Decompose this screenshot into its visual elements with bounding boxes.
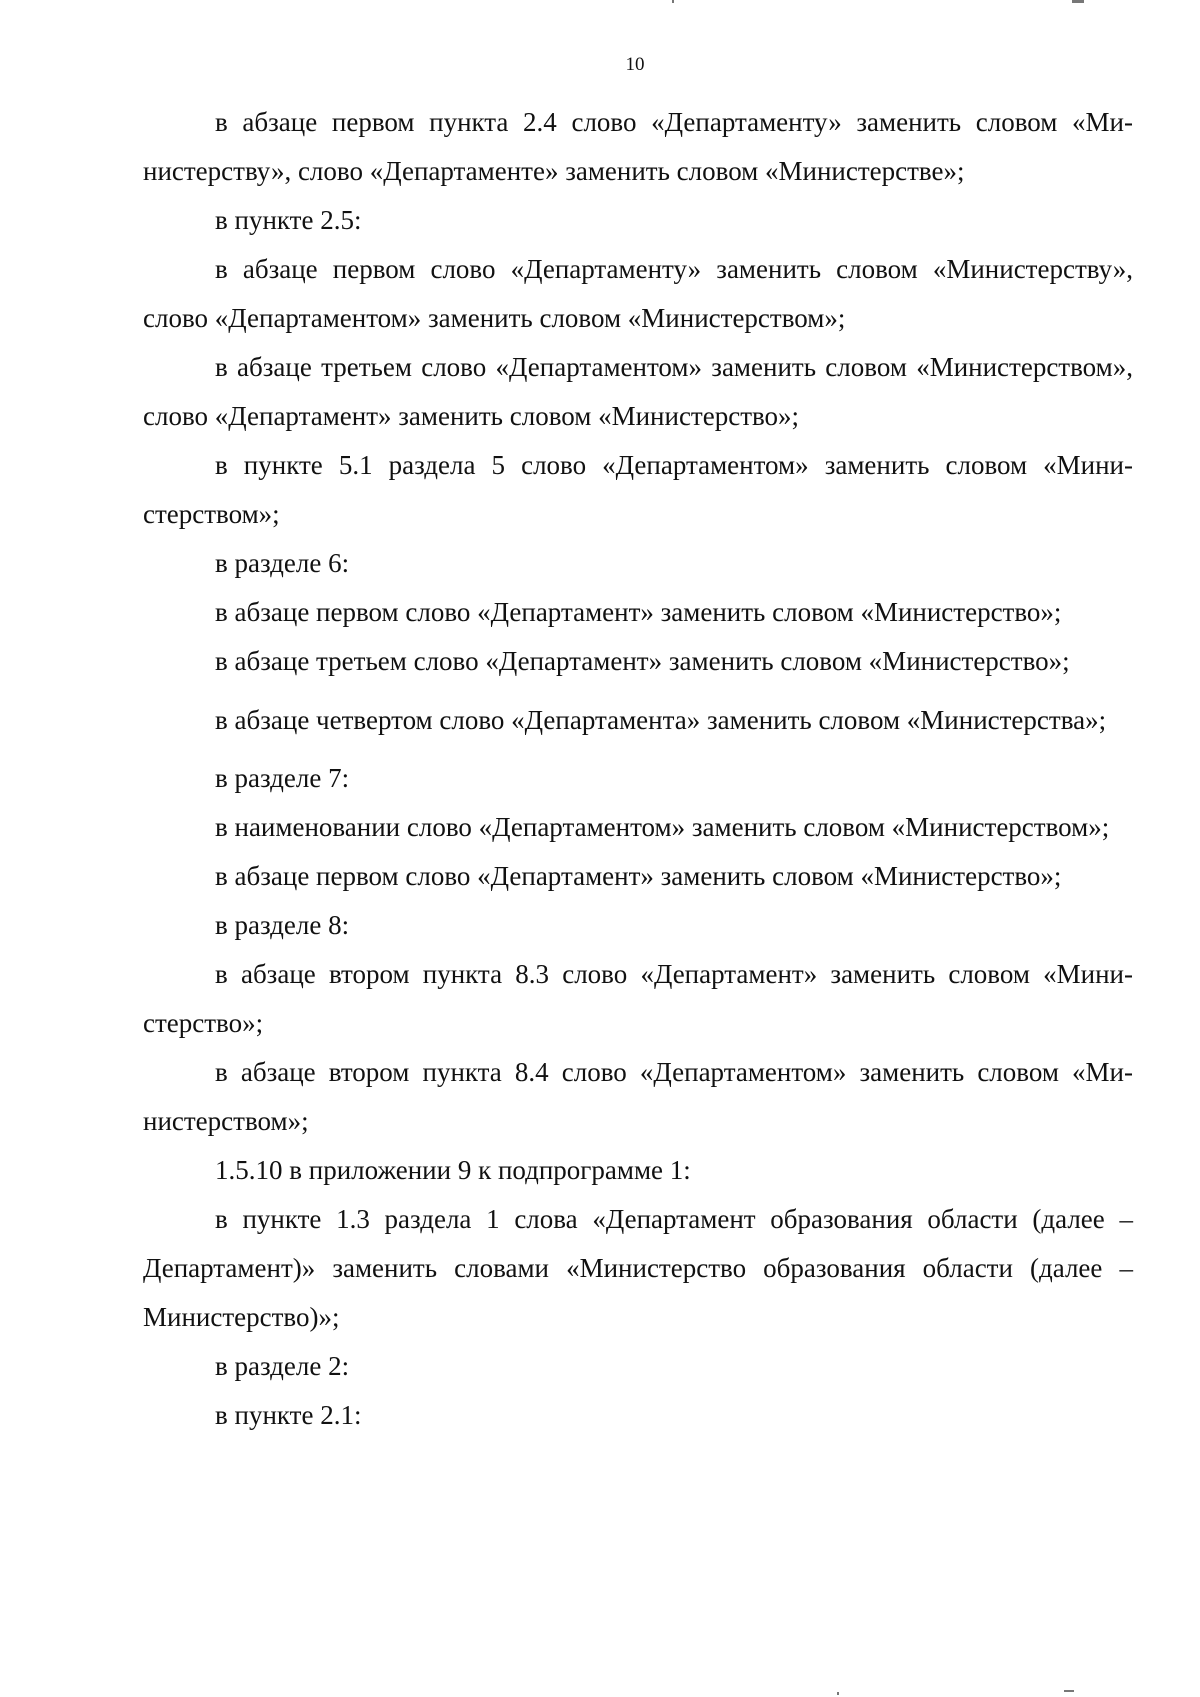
paragraph-13: в разделе 8: bbox=[215, 910, 350, 940]
paragraph-11: в наименовании слово «Департаментом» заменить словом «Министерством»; bbox=[215, 812, 1110, 842]
document-body bbox=[143, 98, 1133, 1440]
scan-mark-top-right bbox=[1072, 0, 1084, 3]
paragraph-7: в абзаце первом слово «Департамент» заменить словом «Министерство»; bbox=[215, 597, 1062, 627]
paragraph-9: в абзаце четвертом слово «Департамента» заменить словом «Министерства»; bbox=[215, 705, 1107, 735]
paragraph-3: в абзаце первом слово «Департаменту» заменить словом «Министерству», слово «Департаментом» заменить словом «Министерством»; bbox=[143, 254, 1133, 333]
paragraph-5: в пункте 5.1 раздела 5 слово «Департаментом» заменить словом «Министерством»; bbox=[143, 450, 1133, 529]
paragraph-19: в пункте 2.1: bbox=[215, 1400, 362, 1430]
paragraph-17: в пункте 1.3 раздела 1 слова «Департамент образования области (далее – Департамент)» заменить словами «Министерство образования области (далее – Министерство)»; bbox=[143, 1204, 1133, 1332]
paragraph-16: 1.5.10 в приложении 9 к подпрограмме 1: bbox=[215, 1155, 691, 1185]
paragraph-8: в абзаце третьем слово «Департамент» заменить словом «Министерство»; bbox=[215, 646, 1070, 676]
paragraph-2: в пункте 2.5: bbox=[215, 205, 362, 235]
paragraph-1: в абзаце первом пункта 2.4 слово «Департаменту» заменить словом «Министерству», слово «Департаменте» заменить словом «Министерстве»; bbox=[143, 107, 1133, 186]
paragraph-18: в разделе 2: bbox=[215, 1351, 350, 1381]
paragraph-10: в разделе 7: bbox=[215, 763, 350, 793]
scan-mark-top bbox=[672, 0, 674, 3]
paragraph-15: в абзаце втором пункта 8.4 слово «Департаментом» заменить словом «Министерством»; bbox=[143, 1057, 1133, 1136]
paragraph-4: в абзаце третьем слово «Департаментом» заменить словом «Министерством», слово «Департамент» заменить словом «Министерство»; bbox=[143, 352, 1133, 431]
scan-mark-bottom bbox=[837, 1692, 839, 1695]
paragraph-6: в разделе 6: bbox=[215, 548, 350, 578]
scan-mark-bottom-right bbox=[1064, 1690, 1074, 1692]
paragraph-12: в абзаце первом слово «Департамент» заменить словом «Министерство»; bbox=[215, 861, 1062, 891]
paragraph-14: в абзаце втором пункта 8.3 слово «Департамент» заменить словом «Министерство»; bbox=[143, 959, 1133, 1038]
page-number: 10 bbox=[625, 54, 645, 75]
